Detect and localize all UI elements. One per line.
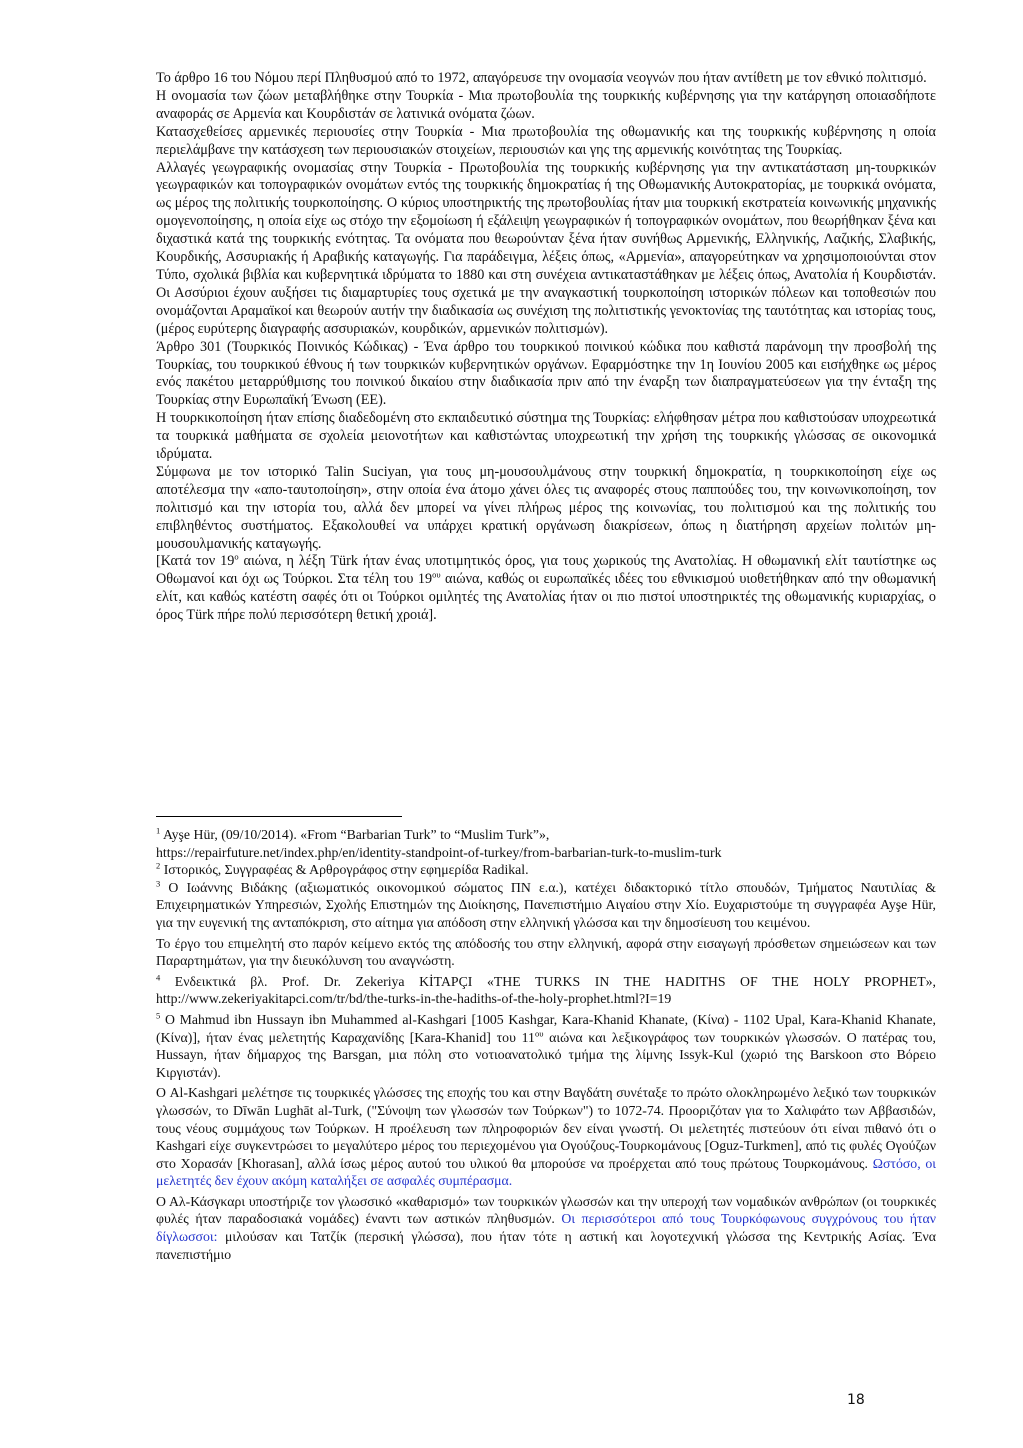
paragraph-geographic-names: Αλλαγές γεωγραφικής ονομασίας στην Τουρκία - Πρωτοβουλία της τουρκικής κυβέρνησης για την αντικατάσταση μη-τουρκικών γεωγραφικών και τοπογραφικών ονομάτων εντός της τουρκικής δημοκρατίας ή της Οθωμανικής Αυτοκρατορίας, με τουρκικά ονόματα, ως μέρος της πολιτικής τουρκοποίησης. Ο κύριος υποστηρικτής της πρωτοβουλίας ήταν μια τουρκική εκστρατεία κοινωνικής μηχανικής ομογενοποίησης, η οποία είχε ως στόχο την εξομοίωση ή εξάλειψη γεωγραφικών ή τοπογραφικών ονομάτων, που θεωρήθηκαν ξένα και διχαστικά κατά της τουρκικής ενότητας. Τα ονόματα που θεωρούνταν ξένα ήταν συνήθως Αρμενικής, Ελληνικής, Λαζικής, Σλαβικής, Κουρδικής, Ασσυριακής ή Αραβικής καταγωγής. Για παράδειγμα, λέξεις όπως, «Αρμενία», απαγορεύτηκαν να χρησιμοποιούνται στον Τύπο, σχολικά βιβλία και κυβερνητικά ιδρύματα το 1880 και στη συνέχεια αντικαταστάθηκαν με λέξεις όπως, Ανατολία ή Κουρδιστάν. Οι Ασσύριοι έχουν αυξήσει τις διαμαρτυρίες τους σχετικά με την αναγκαστική τουρκοποίηση ιστορικών πόλεων και τοποθεσιών που ονομάζονται Αραμαϊκοί και θεωρούν αυτήν την διαδικασία ως συνέχιση της πολιτιστικής γενοκτονίας της ταυτότητας και ιστορίας τους, (μέρος ευρύτερης διαγραφής ασσυριακών, κουρδικών, αρμενικών πολιτισμών). [156,159,936,337]
paragraph-education: Η τουρκικοποίηση ήταν επίσης διαδεδομένη στο εκπαιδευτικό σύστημα της Τουρκίας: ελήφθησαν μέτρα που καθιστούσαν υποχρεωτικά τα τουρκικά μαθήματα σε σχολεία μειονοτήτων και καθιστώντας υποχρεωτική την χρήση της τουρκικής γλώσσας σε οικονομικά ιδρύματα. [156,410,936,463]
text-span: αιώνα, καθώς οι ευρωπαϊκές ιδέες του εθνικισμού υιοθετήθηκαν από την οθωμανική ελίτ, και καθώς κατέστη σαφές ότι οι Τούρκοι ομιλητές της Ανατολίας ήταν οι πιο πιστοί υποστηρικτές της οθωμανικής κυριαρχίας, ο όρος Türk πήρε πολύ περισσότερη θετική χροιά]. [156,571,936,624]
url-link[interactable]: https://repairfuture.net/index.php/en/identity-standpoint-of-turkey/from-barbarian-turk-to-muslim-turk [156,844,722,860]
text-span: Ο Αλ-Κάσγκαρι υποστήριζε τον γλωσσικό «καθαρισμό» των τουρκικών γλωσσών και την υπεροχή των νομαδικών ανθρώπων (οι τουρκικές φυλές ήταν παραδοσιακά νομάδες) έναντι των αστικών πληθυσμών. [156,1193,936,1227]
footnote-5-dictionary [156,1084,936,1190]
footnote-5 [156,1011,936,1081]
paragraph-turk-term [156,553,936,625]
superscript: ου [534,1027,544,1038]
text-span: αιώνα, η λέξη Türk ήταν ένας υποτιμητικός όρος, για τους χωρικούς της Ανατολίας. Η οθωμανική ελίτ ταυτίστηκε ως Οθωμανοί και όχι ως Τούρκοι. Στα τέλη του 19 [156,553,936,588]
footnote-number: 2 [156,860,161,871]
text-span: Ο Al-Kashgari μελέτησε τις τουρκικές γλώσσες της εποχής του και στην Βαγδάτη συνέταξε το πρώτο ολοκληρωμένο λεξικό των τουρκικών γλωσσών, το Dīwān Lughāt al-Turk, ("Σύνοψη των γλωσσών των Τούρκων") το 1072-74. Προοριζόταν για το Χαλιφάτο των Αββασιδών, τους νέους συμμάχους των Τούρκων. Η προέλευση των πληροφοριών δεν είναι γνωστή. Οι μελετητές πιστεύουν ότι είναι πιθανό ότι ο Kashgari είχε συγκεντρώσει το μεγαλύτερο μέρος του περιεχομένου για Ογούζους-Τουρκομάνους [Oguz-Turkmen], από τις φυλές Ογούζων στο Χορασάν [Khorasan], αλλά ίσως μέρος αυτού του υλικού θα μπορούσε να προέρχεται από τους πρώτους Τουρκομάνους. [156,1085,936,1171]
footnote-3 [156,879,936,932]
superscript: ο [234,551,239,562]
highlighted-text: Οι περισσότεροι από τους Τουρκόφωνους συγχρόνους του ήταν δίγλωσσοι: [156,1211,936,1245]
text-span: αιώνα και λεξικογράφος των τουρκικών γλωσσών. Ο πατέρας του, Hussayn, ήταν δήμαρχος της Barsgan, μια πόλη στο νοτιοανατολικό τμήμα της λίμνης Issyk-Kul (χωριό της Barskoon στο Βόρειο Κιργιστάν). [156,1029,936,1080]
footnote-separator [156,816,402,817]
paragraph-article-16: Το άρθρο 16 του Νόμου περί Πληθυσμού από το 1972, απαγόρευσε την ονομασία νεογνών που ήταν αντίθετη με τον εθνικό πολιτισμό. [156,70,927,86]
paragraph-armenian-properties: Κατασχεθείσες αρμενικές περιουσίες στην Τουρκία - Μια πρωτοβουλία της οθωμανικής και της τουρκικής κυβέρνησης η οποία περιελάμβανε την κατάσχεση των περιουσιακών στοιχείων, περιουσιών και γης της αρμενικής κοινότητας της Τουρκίας. [156,123,936,158]
text-span: μιλούσαν και Τατζίκ (περσική γλώσσα), που ήταν τότε η αστική και λογοτεχνική γλώσσα της Κεντρικής Ασίας. Ένα πανεπιστήμιο [156,1229,936,1262]
footnote-1 [156,826,936,844]
paragraph-suciyan: Σύμφωνα με τον ιστορικό Talin Suciyan, για τους μη-μουσουλμάνους στην τουρκική δημοκρατία, η τουρκικοποίηση είχε ως αποτέλεσμα την «απο-ταυτοποίηση», στην οποία ένα άτομο χάνει όλες τις αναφορές στους παππούδες του, την κοινωνικοποίηση, τον πολιτισμό και την ιστορία του, αλλά δεν μπορεί να γίνει πλήρως μέρος της κοινωνίας, του πολιτισμού και της πολιτικής του επιβληθέντος συστήματος. Εξακολουθεί να υπάρχει κρατική οργάνωση διακρίσεων, όπως η διατήρηση αρχείων πολιτών μη-μουσουλμανικής καταγωγής. [156,463,936,552]
text-span: Ο Ιωάννης Βιδάκης (αξιωματικός οικονομικού σώματος ΠΝ ε.α.), κατέχει διδακτορικό τίτλο σπουδών, Τμήματος Ναυτιλίας & Επιχειρηματικών Υπηρεσιών, Σχολής Επιστημών της Διοίκησης, Πανεπιστήμιο Αιγαίου στην Χίο. Ευχαριστούμε τη συγγραφέα Ayşe Hür, για την ευγενική της ανταπόκριση, στο αίτημα για απόδοση στην ελληνική γλώσσα και την δημοσίευση του κειμένου. [156,879,936,930]
paragraph-article-301: Άρθρο 301 (Τουρκικός Ποινικός Κώδικας) - Ένα άρθρο του τουρκικού ποινικού κώδικα που καθιστά παράνομη την προσβολή της Τουρκίας, του τουρκικού έθνους ή των τουρκικών κυβερνητικών οργάνων. Εφαρμόστηκε την 1η Ιουνίου 2005 και εισήχθηκε ως μέρος ενός πακέτου μεταρρύθμισης του ποινικού δικαίου στην διαδικασία πριν από την έναρξη των διαπραγματεύσεων για την ένταξη της Τουρκίας στην Ευρωπαϊκή Ένωση (ΕΕ). [156,338,936,409]
page-number: 18 [847,1392,865,1408]
main-text [156,70,936,625]
footnote-number: 3 [156,878,161,889]
highlighted-text: Ωστόσο, οι μελετητές δεν έχουν ακόμη καταλήξει σε ασφαλές συμπέρασμα. [156,1155,936,1189]
text-span: Ιστορικός, Συγγραφέας & Αρθρογράφος στην εφημερίδα Radikal. [160,862,529,878]
footnote-1-url[interactable] [156,844,936,862]
text-span: Ο Mahmud ibn Hussayn ibn Muhammed al-Kashgari [1005 Kashgar, Kara-Khanid Khanate, (Κίνα) - 1102 Upal, Kara-Khanid Khanate, (Κίνα)], ήταν ένας μελετητής Καραχανίδης [Kara-Khanid] του 11 [156,1011,936,1045]
text-span: Ενδεικτικά βλ. Prof. Dr. Zekeriya KİTAPÇI «THE TURKS IN THE HADITHS OF THE HOLY PROPHET», http://www.zekeriyakitapci.com/tr/bd/the-turks-in-the-hadiths-of-the-holy-prophet.html?I=19 [156,973,936,1007]
footnote-4 [156,973,936,1008]
footnote-number: 5 [156,1010,161,1021]
superscript: ου [432,569,441,580]
paragraph-animal-names: Η ονομασία των ζώων μεταβλήθηκε στην Τουρκία - Μια πρωτοβουλία της τουρκικής κυβέρνησης για την κατάργηση οποιασδήποτε αναφοράς σε Αρμενία και Κουρδιστάν σε λατινικά ονόματα ζώων. [156,87,936,122]
footnote-number: 1 [156,825,161,836]
footnotes [156,826,936,1263]
footnote-5-purism [156,1193,936,1263]
text-span: Ayşe Hür, (09/10/2014). «From “Barbarian Turk” to “Muslim Turk”», [160,827,550,842]
footnote-3-editor-note: Το έργο του επιμελητή στο παρόν κείμενο εκτός της απόδοσής του στην ελληνική, αφορά στην εισαγωγή πρόσθετων σημειώσεων και των Παραρτημάτων, για την διευκόλυνση του αναγνώστη. [156,935,936,969]
footnote-2 [156,861,936,879]
footnote-number: 4 [156,972,161,983]
text-span: [Κατά τον 19 [156,553,235,570]
